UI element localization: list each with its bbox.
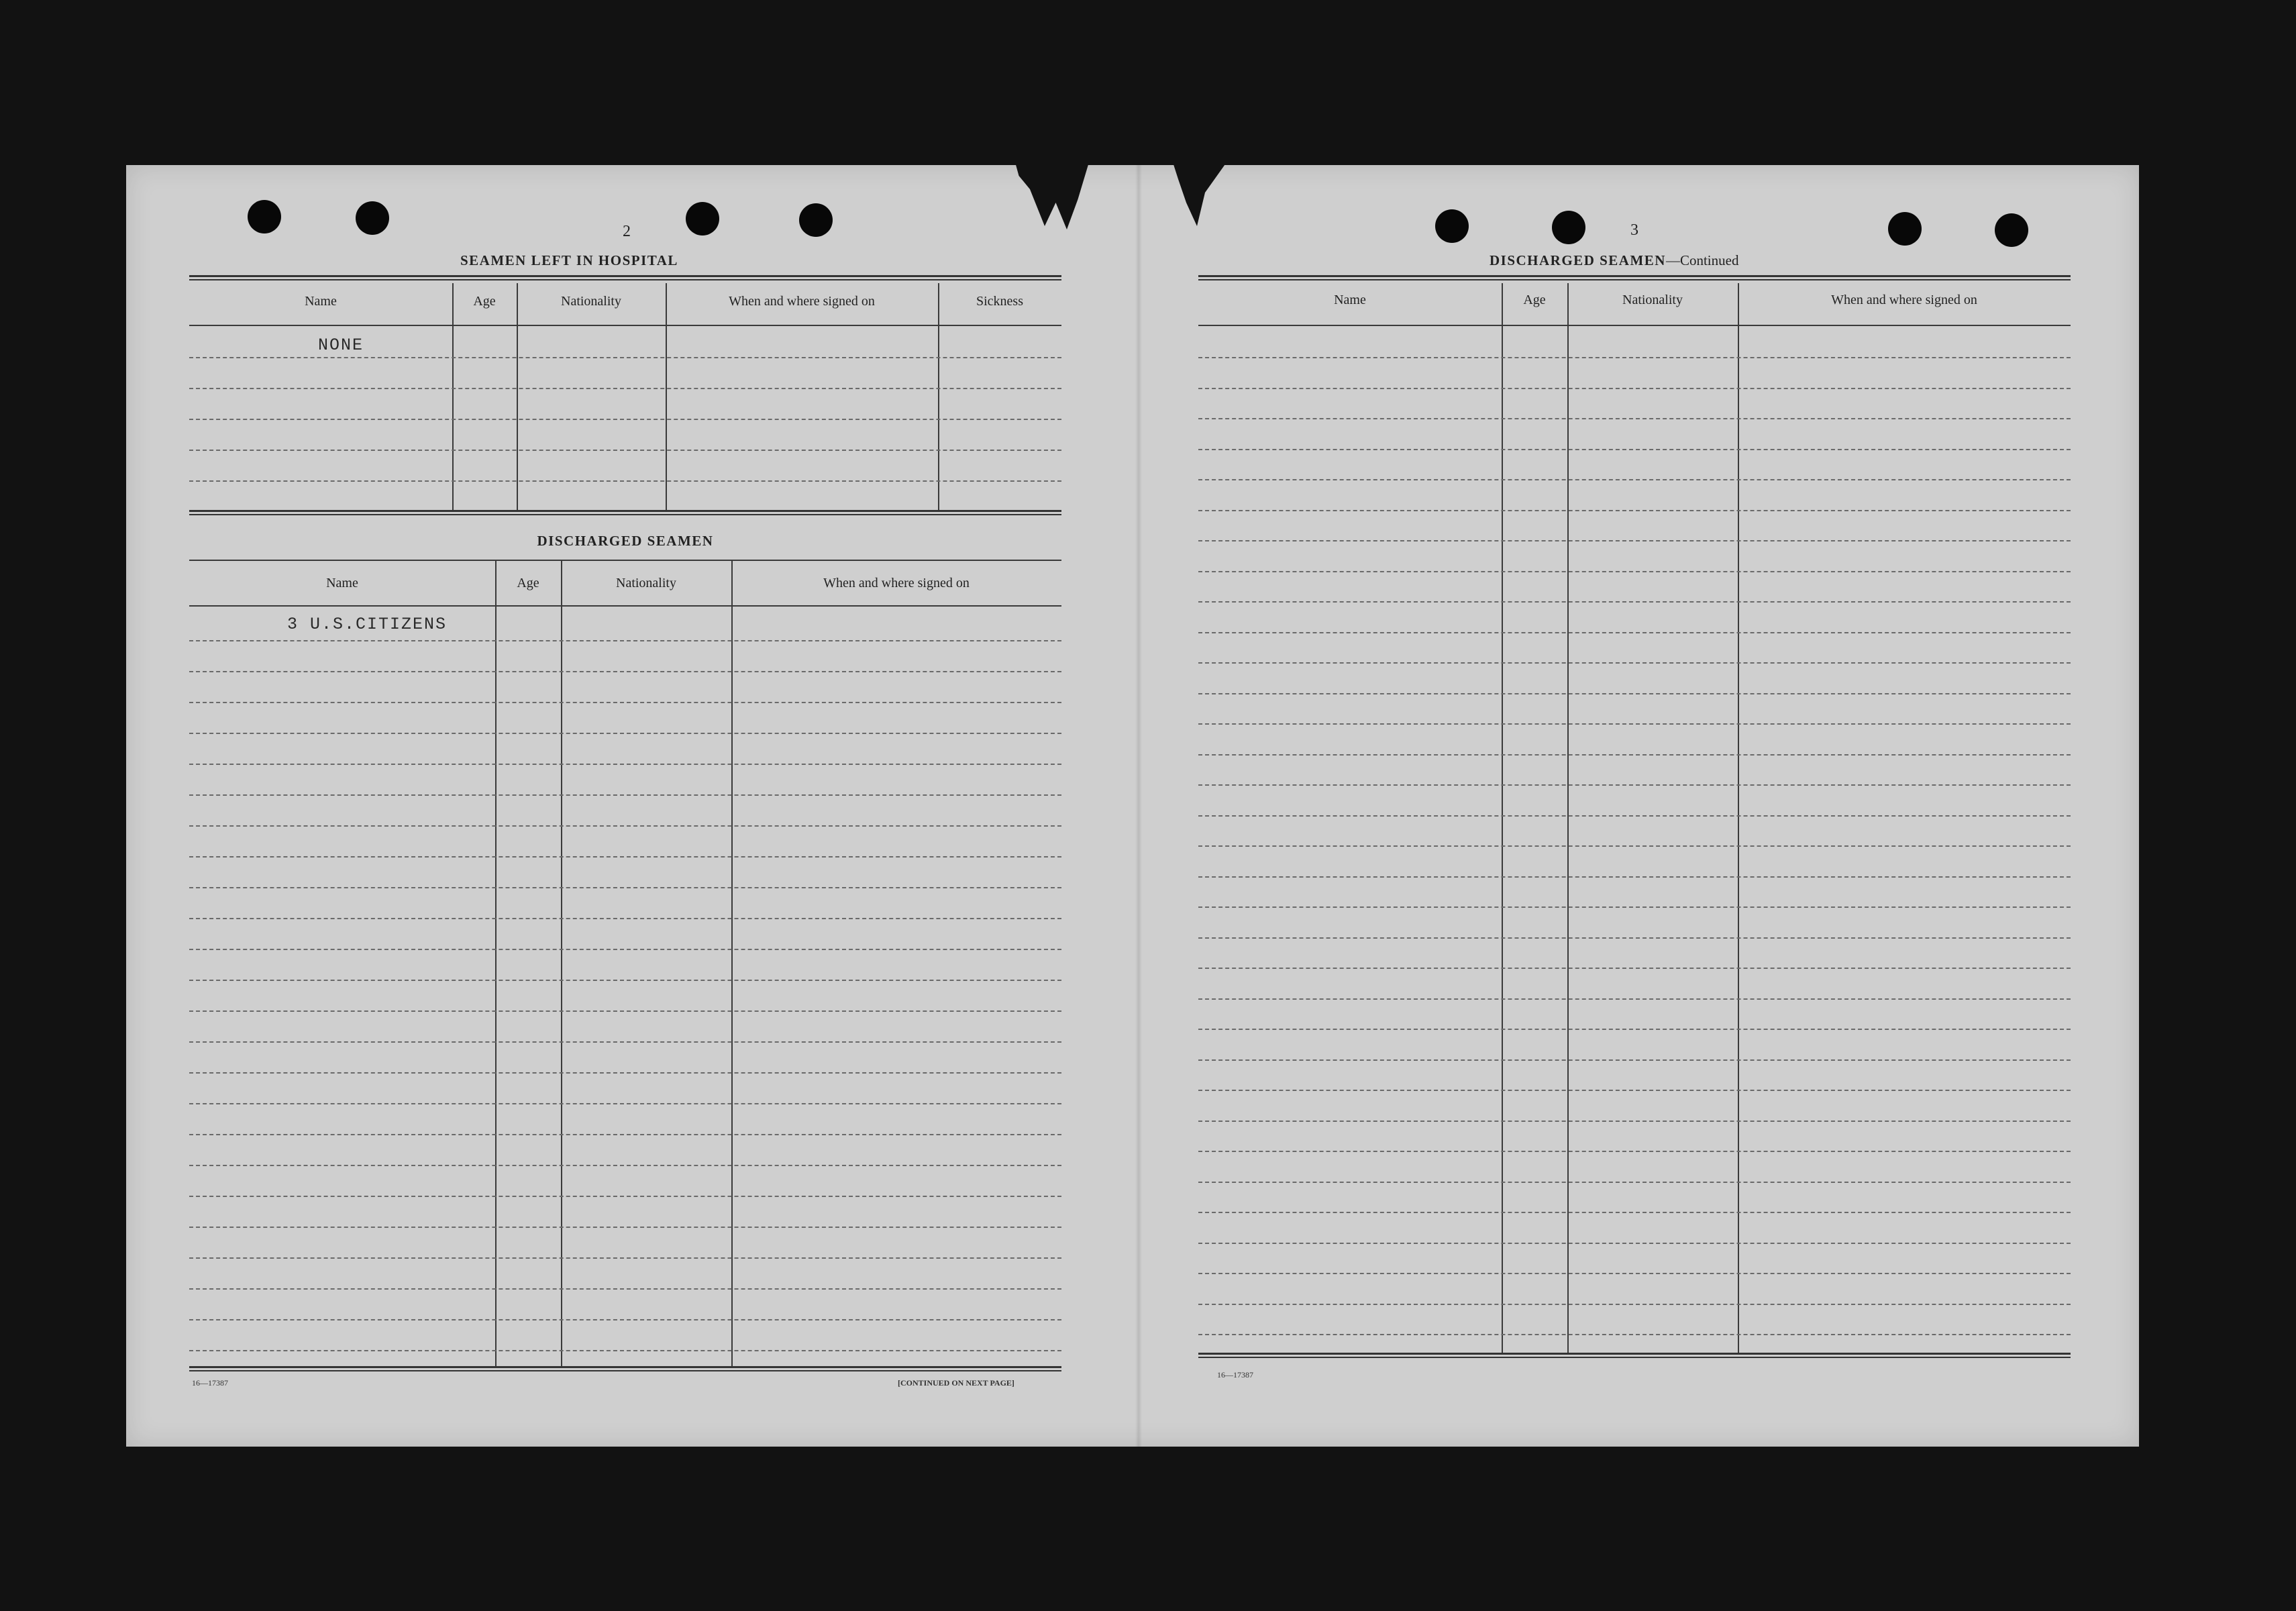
row-line <box>189 856 1061 858</box>
row-line <box>1198 937 2071 939</box>
column-header-nationality: Nationality <box>1622 293 1683 307</box>
column-header-signed-on: When and where signed on <box>823 576 970 590</box>
column-divider <box>938 283 939 511</box>
header-rule <box>189 605 1061 607</box>
row-line <box>189 794 1061 796</box>
row-line <box>1198 510 2071 511</box>
section-title-hospital: SEAMEN LEFT IN HOSPITAL <box>460 252 678 268</box>
page-number: 3 <box>1630 221 1638 239</box>
row-line <box>1198 1304 2071 1305</box>
column-header-age: Age <box>517 576 539 590</box>
punch-hole <box>799 203 833 237</box>
row-line <box>189 357 1061 358</box>
row-line <box>189 1257 1061 1259</box>
punch-hole <box>1435 209 1469 243</box>
row-line <box>189 1319 1061 1320</box>
column-divider <box>452 283 454 511</box>
column-divider <box>495 561 497 1366</box>
column-divider <box>731 561 733 1366</box>
row-line <box>1198 1334 2071 1335</box>
section-rule <box>189 560 1061 561</box>
header-rule <box>1198 325 2071 326</box>
torn-edge <box>1173 162 1227 229</box>
row-line <box>189 733 1061 734</box>
section-rule <box>1198 275 2071 280</box>
row-line <box>189 671 1061 672</box>
row-line <box>189 480 1061 482</box>
row-line <box>1198 1029 2071 1030</box>
row-line <box>1198 1151 2071 1152</box>
column-header-signed-on: When and where signed on <box>1831 293 1977 307</box>
document-sheet <box>126 165 2139 1447</box>
row-line <box>189 640 1061 641</box>
row-line <box>1198 1243 2071 1244</box>
header-rule <box>189 325 1061 326</box>
row-line <box>1198 571 2071 572</box>
punch-hole <box>1552 211 1585 244</box>
row-line <box>1198 1182 2071 1183</box>
section-title-discharged: DISCHARGED SEAMEN <box>537 533 714 549</box>
punch-hole <box>1995 213 2028 247</box>
section-title-discharged-continued <box>1490 252 1738 269</box>
section-rule <box>189 275 1061 280</box>
row-line <box>189 1041 1061 1043</box>
row-line <box>1198 662 2071 664</box>
discharged-entry: 3 U.S.CITIZENS <box>287 615 448 634</box>
row-line <box>189 887 1061 888</box>
row-line <box>1198 998 2071 1000</box>
section-rule <box>189 510 1061 515</box>
row-line <box>189 764 1061 765</box>
row-line <box>189 1165 1061 1166</box>
row-line <box>1198 1090 2071 1091</box>
row-line <box>189 1072 1061 1074</box>
punch-hole <box>686 202 719 236</box>
torn-edge <box>1015 162 1089 229</box>
row-line <box>1198 876 2071 878</box>
column-divider <box>517 283 518 511</box>
row-line <box>1198 723 2071 725</box>
row-line <box>1198 693 2071 694</box>
page-fold <box>1135 165 1142 1447</box>
column-header-name: Name <box>326 576 358 590</box>
form-number: 16—17387 <box>192 1378 228 1388</box>
row-line <box>1198 784 2071 786</box>
row-line <box>1198 845 2071 847</box>
section-rule <box>189 1366 1061 1371</box>
title-main: DISCHARGED SEAMEN <box>1490 252 1666 268</box>
column-header-nationality: Nationality <box>616 576 676 590</box>
section-rule <box>1198 1353 2071 1358</box>
row-line <box>1198 968 2071 969</box>
punch-hole <box>356 201 389 235</box>
column-header-name: Name <box>1334 293 1366 307</box>
row-line <box>1198 357 2071 358</box>
punch-hole <box>248 200 281 233</box>
row-line <box>189 419 1061 420</box>
row-line <box>189 918 1061 919</box>
column-header-age: Age <box>473 294 496 309</box>
column-divider <box>1738 283 1739 1354</box>
row-line <box>1198 632 2071 633</box>
column-header-sickness: Sickness <box>976 294 1023 309</box>
row-line <box>1198 418 2071 419</box>
punch-hole <box>1888 212 1922 246</box>
row-line <box>189 388 1061 389</box>
hospital-entry: NONE <box>318 335 364 355</box>
row-line <box>189 1288 1061 1290</box>
row-line <box>189 1227 1061 1228</box>
row-line <box>189 1134 1061 1135</box>
column-header-age: Age <box>1523 293 1546 307</box>
row-line <box>189 1196 1061 1197</box>
row-line <box>1198 479 2071 480</box>
column-header-signed-on: When and where signed on <box>729 294 875 309</box>
column-divider <box>1567 283 1569 1354</box>
row-line <box>1198 1059 2071 1061</box>
page-number: 2 <box>623 223 631 240</box>
column-header-name: Name <box>305 294 337 309</box>
column-divider <box>666 283 667 511</box>
row-line <box>1198 815 2071 817</box>
column-divider <box>1502 283 1503 1354</box>
row-line <box>1198 601 2071 603</box>
row-line <box>189 1103 1061 1104</box>
row-line <box>189 825 1061 827</box>
column-divider <box>561 561 562 1366</box>
row-line <box>189 1010 1061 1012</box>
row-line <box>189 980 1061 981</box>
form-number: 16—17387 <box>1217 1370 1253 1380</box>
row-line <box>1198 1121 2071 1122</box>
row-line <box>1198 540 2071 541</box>
row-line <box>189 702 1061 703</box>
row-line <box>1198 906 2071 908</box>
row-line <box>189 1350 1061 1351</box>
row-line <box>1198 388 2071 389</box>
row-line <box>1198 449 2071 450</box>
title-continued: —Continued <box>1665 252 1739 268</box>
row-line <box>1198 1212 2071 1213</box>
continued-note: [CONTINUED ON NEXT PAGE] <box>898 1378 1014 1388</box>
row-line <box>189 450 1061 451</box>
row-line <box>189 949 1061 950</box>
row-line <box>1198 754 2071 756</box>
column-header-nationality: Nationality <box>561 294 621 309</box>
row-line <box>1198 1273 2071 1274</box>
